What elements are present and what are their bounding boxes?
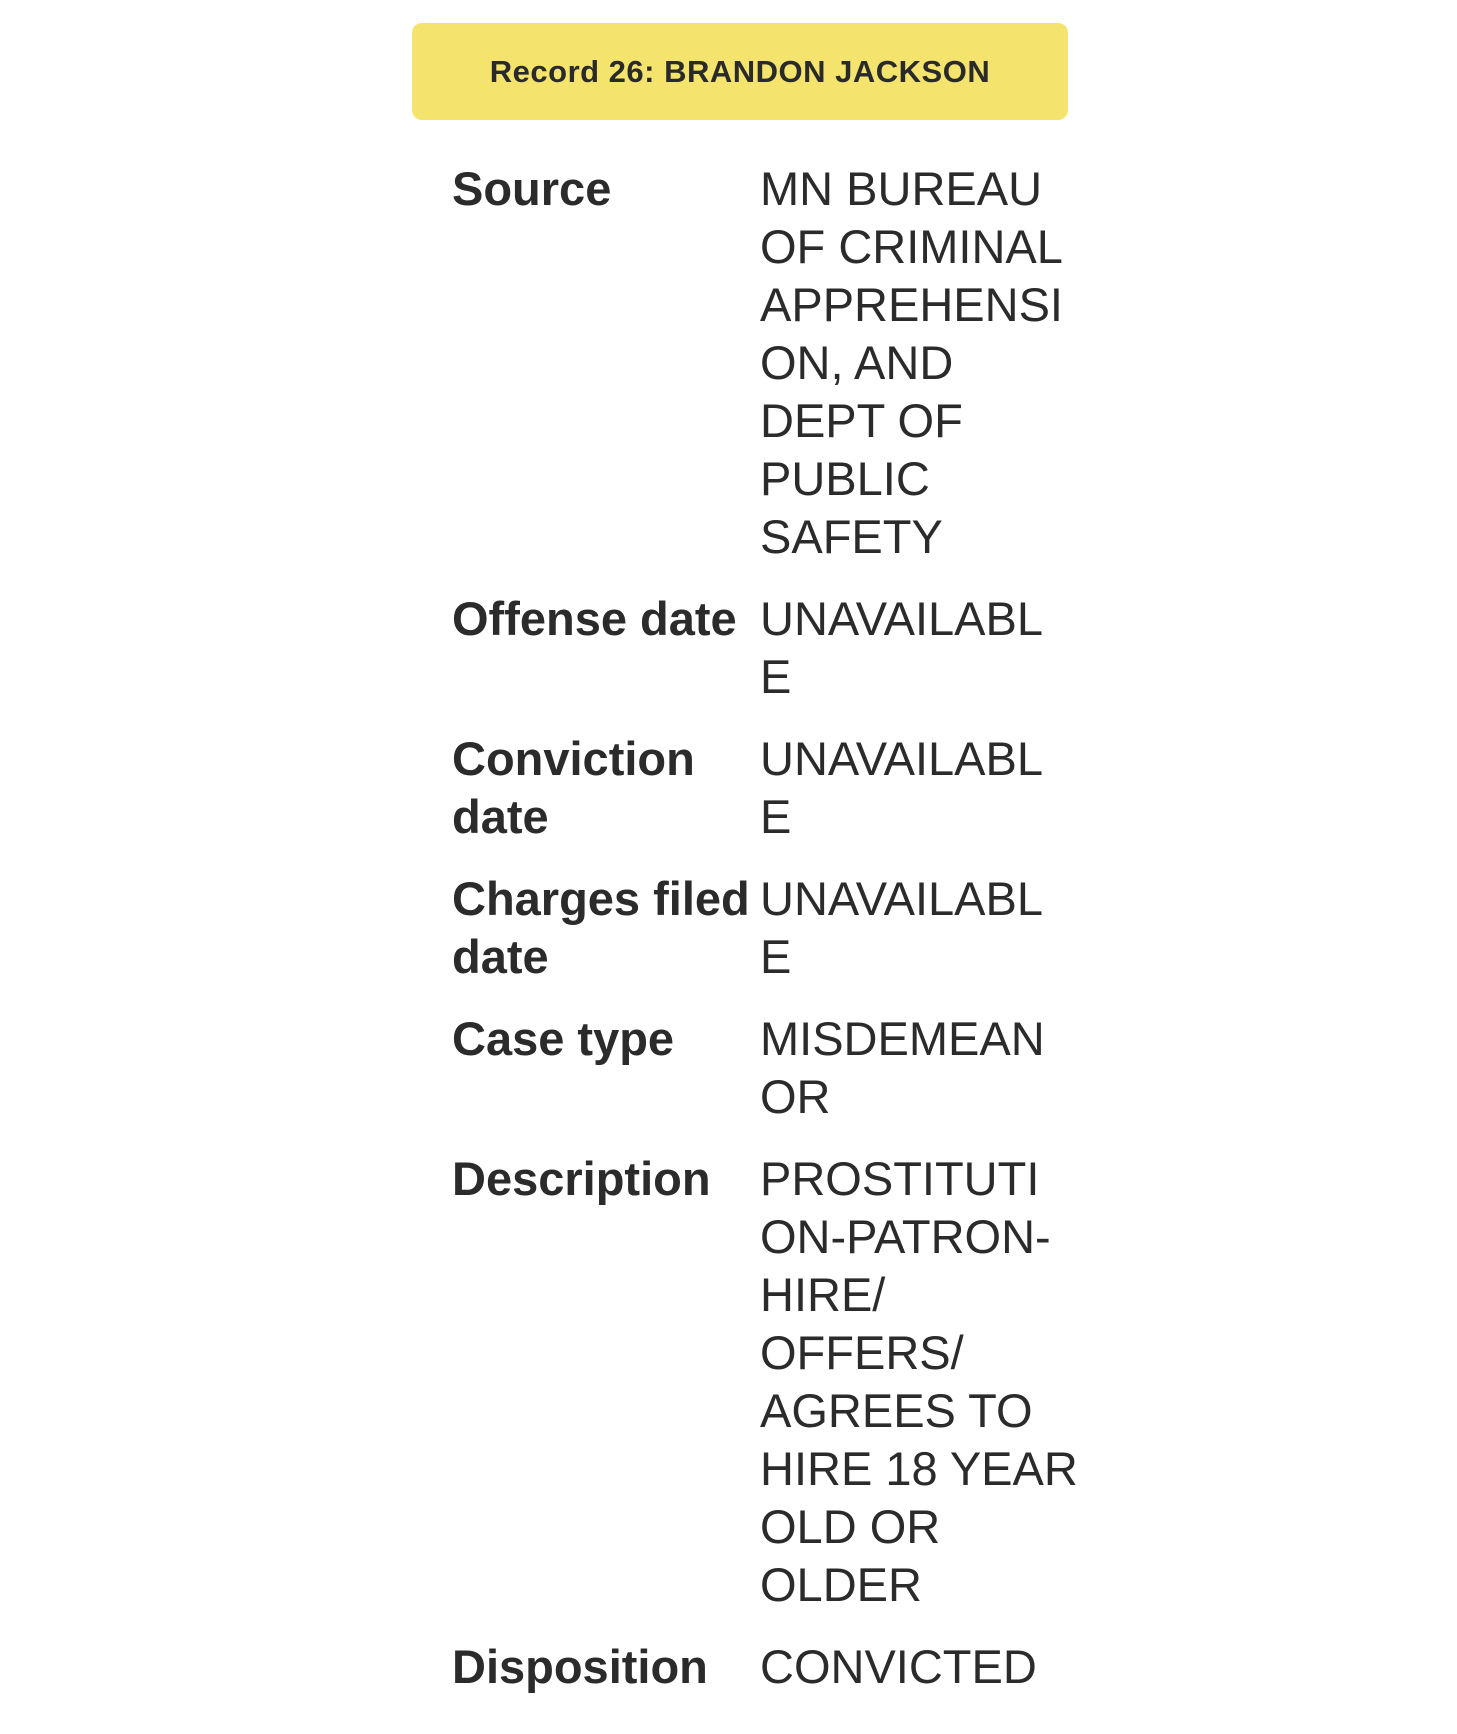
value-line: MISDEMEAN [760, 1012, 1045, 1065]
field-label-disposition: Disposition [452, 1640, 708, 1693]
value-line: UNAVAILABL [760, 732, 1043, 785]
value-line: E [760, 650, 792, 703]
value-line: OFFERS/ [760, 1326, 964, 1379]
value-line: HIRE/ [760, 1268, 886, 1321]
field-row-case-type [452, 1010, 1072, 1126]
value-line: UNAVAILABL [760, 872, 1043, 925]
value-line: APPREHENSI [760, 278, 1063, 331]
value-line: HIRE 18 YEAR [760, 1442, 1078, 1495]
field-row-source [452, 160, 1072, 566]
record-details [452, 160, 1078, 1720]
value-line: OR [760, 1070, 831, 1123]
field-row-disposition [452, 1638, 1072, 1696]
value-line: E [760, 790, 792, 843]
field-row-description [452, 1150, 1078, 1614]
value-line: E [760, 930, 792, 983]
value-line: OLDER [760, 1558, 922, 1611]
field-label-case-type: Case type [452, 1012, 675, 1065]
value-line: AGREES TO [760, 1384, 1033, 1437]
record-title: Record 26: BRANDON JACKSON [489, 53, 991, 89]
field-label-description: Description [452, 1152, 711, 1205]
value-line: DEPT OF [760, 394, 963, 447]
value-line: ON-PATRON- [760, 1210, 1051, 1263]
value-line: PUBLIC [760, 452, 930, 505]
value-line: ON, AND [760, 336, 954, 389]
value-line: SAFETY [760, 510, 943, 563]
value-line: OF CRIMINAL [760, 220, 1063, 273]
field-label-source: Source [452, 162, 612, 215]
field-value-disposition [760, 1638, 1072, 1696]
value-line: MN BUREAU [760, 162, 1043, 215]
field-row-offense-date [452, 590, 1072, 706]
field-label-charges-filed-date: Charges filed date [452, 872, 750, 983]
field-value-source [760, 160, 1072, 566]
field-value-description [760, 1150, 1078, 1614]
field-row-conviction-date [452, 730, 1072, 846]
field-value-offense-date [760, 590, 1072, 706]
field-value-charges-filed-date [760, 870, 1072, 986]
value-line: PROSTITUTI [760, 1152, 1040, 1205]
field-value-case-type [760, 1010, 1072, 1126]
field-value-conviction-date [760, 730, 1072, 846]
value-line: CONVICTED [760, 1640, 1037, 1693]
field-label-offense-date: Offense date [452, 592, 737, 645]
field-label-conviction-date: Conviction date [452, 732, 695, 843]
field-row-charges-filed-date [452, 870, 1072, 986]
record-header [412, 23, 1068, 120]
value-line: UNAVAILABL [760, 592, 1043, 645]
value-line: OLD OR [760, 1500, 941, 1553]
